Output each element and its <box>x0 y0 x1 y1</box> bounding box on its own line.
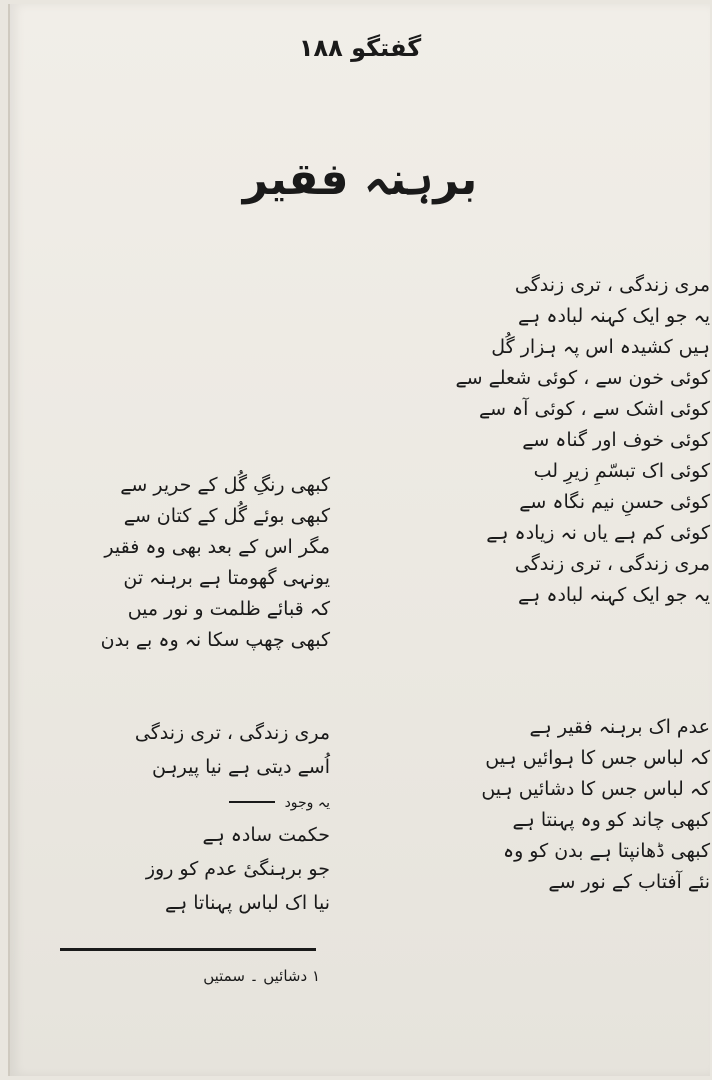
book-page <box>8 4 710 1076</box>
verse-line: کبھی ڈھانپتا ہے بدن کو وہ <box>502 840 710 862</box>
stanza-right-2 <box>390 712 710 898</box>
verse-line: یہ جو ایک کہنہ لبادہ ہے <box>518 584 710 606</box>
stanza-left-1 <box>50 470 330 656</box>
verse-line: یونہی گھومتا ہے برہنہ تن <box>123 567 330 589</box>
verse-line: کوئی اک تبسّمِ زیرِ لب <box>533 460 710 482</box>
verse-line: کوئی اشک سے ، کوئی آہ سے <box>478 398 710 420</box>
verse-line: مری زندگی ، تری زندگی <box>514 553 710 575</box>
verse-line: کہ لباس جس کا دشائیں ہیں <box>481 778 710 800</box>
verse-line: مری زندگی ، تری زندگی <box>514 274 710 296</box>
stanza-left-2 <box>50 716 330 920</box>
verse-line: کہ قبائے ظلمت و نور میں <box>127 598 330 620</box>
footnote-divider <box>60 948 316 951</box>
verse-line: عدم اک برہنہ فقیر ہے <box>529 716 710 738</box>
verse-line: نیا اک لباس پہناتا ہے <box>164 892 330 914</box>
verse-line: کوئی خون سے ، کوئی شعلے سے <box>455 367 710 389</box>
verse-line: ہیں کشیدہ اس پہ ہزار گُل <box>491 336 710 358</box>
verse-line: کبھی چھپ سکا نہ وہ بے بدن <box>100 629 330 651</box>
verse-line: مگر اس کے بعد بھی وہ فقیر <box>104 536 330 558</box>
dash-rule <box>229 801 275 803</box>
running-header: گفتگو ۱۸۸ <box>298 34 422 62</box>
verse-line: کہ لباس جس کا ہوائیں ہیں <box>485 747 710 769</box>
poem-title: برہنہ فقیر <box>242 154 478 205</box>
verse-line: حکمت سادہ ہے <box>202 824 330 846</box>
verse-line-with-rule <box>50 784 330 818</box>
verse-fragment: یہ وجود <box>284 795 330 811</box>
verse-line: کوئی کم ہے یاں نہ زیادہ ہے <box>486 522 710 544</box>
stanza-right-1 <box>390 270 710 611</box>
verse-line: کوئی خوف اور گناہ سے <box>522 429 710 451</box>
verse-line: کبھی رنگِ گُل کے حریر سے <box>120 474 330 496</box>
verse-line: جو برہنگیٔ عدم کو روز <box>145 858 330 880</box>
verse-line: کوئی حسنِ نیم نگاہ سے <box>519 491 710 513</box>
verse-line: اُسے دیتی ہے نیا پیرہن <box>152 756 330 778</box>
verse-line: کبھی چاند کو وہ پہنتا ہے <box>512 809 710 831</box>
footnote: ۱ دشائیں ۔ سمتیں <box>203 967 320 985</box>
verse-line: کبھی بوئے گُل کے کتان سے <box>123 505 330 527</box>
verse-line: نئے آفتاب کے نور سے <box>548 871 710 893</box>
verse-line: مری زندگی ، تری زندگی <box>134 722 330 744</box>
verse-line: یہ جو ایک کہنہ لبادہ ہے <box>518 305 710 327</box>
